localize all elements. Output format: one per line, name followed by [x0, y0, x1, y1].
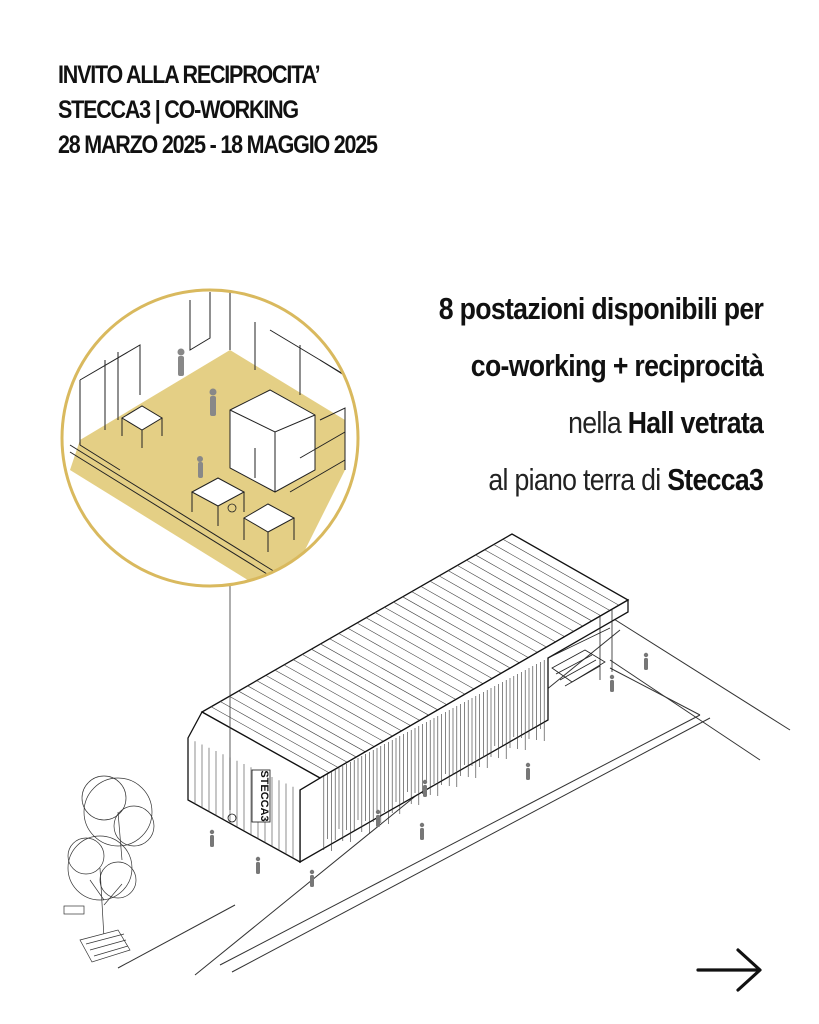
zoom-detail-circle — [62, 280, 360, 600]
arrow-right-icon — [694, 940, 768, 1000]
building-sign-text: STECCA3 — [258, 770, 270, 822]
header-line-invite: INVITO ALLA RECIPROCITA’ — [58, 61, 320, 89]
claim-line-3-bold: Hall vetrata — [627, 405, 763, 440]
next-arrow-button[interactable] — [694, 940, 768, 1000]
claim-line-2: co-working + reciprocità — [470, 348, 763, 383]
claim-line-1: 8 postazioni disponibili per — [438, 291, 763, 326]
building — [188, 534, 628, 862]
claim-line-4-prefix: al piano terra di — [488, 462, 668, 497]
trees — [64, 776, 154, 962]
claim-line-3-prefix: nella — [567, 405, 628, 440]
claim-line-4-bold: Stecca3 — [667, 462, 763, 497]
header-line-coworking: STECCA3 | CO-WORKING — [58, 96, 298, 124]
header-line-dates: 28 MARZO 2025 - 18 MAGGIO 2025 — [58, 131, 377, 159]
